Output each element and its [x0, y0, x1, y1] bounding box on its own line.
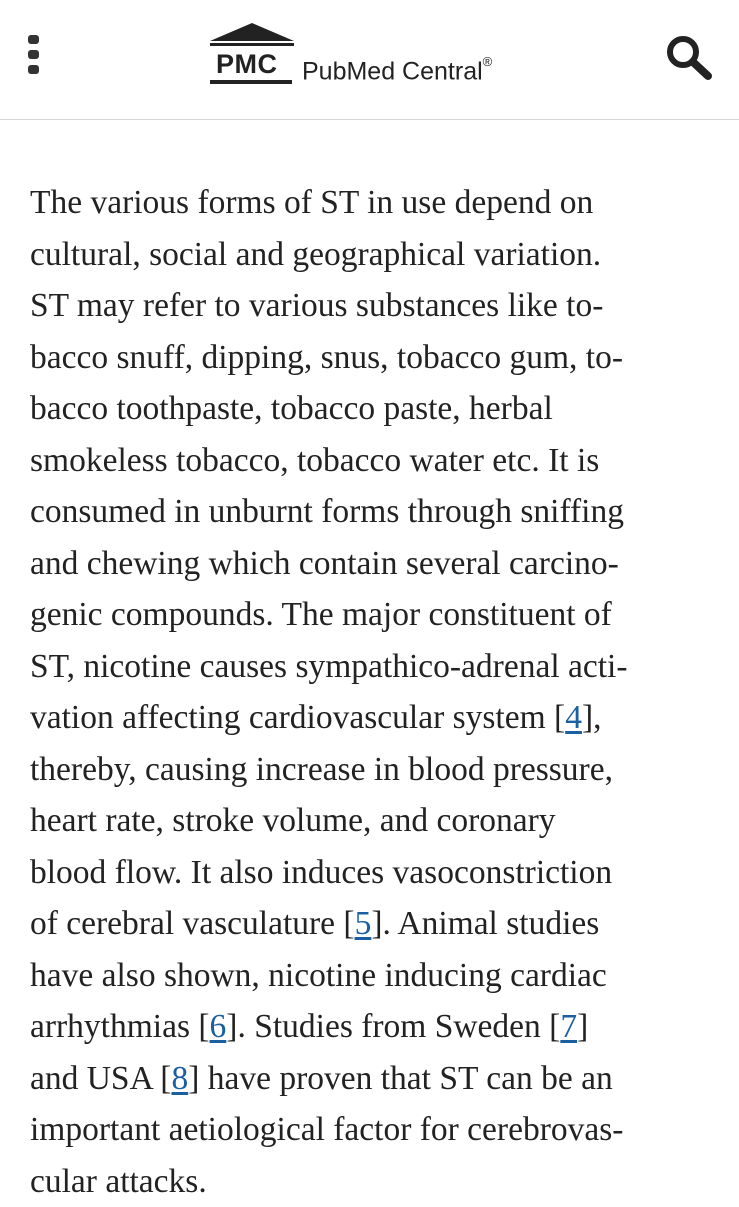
- text-line: [30, 538, 710, 590]
- text-line: [30, 177, 710, 229]
- text-segment: The various forms of ST in use depend on: [30, 184, 593, 221]
- text-segment: of cerebral vasculature [: [30, 905, 355, 942]
- text-segment: vation affecting cardiovascular system [: [30, 699, 565, 736]
- logo-abbrev: PMC: [216, 48, 278, 80]
- text-line: [30, 950, 710, 1002]
- text-segment: ]. Animal studies: [371, 905, 599, 942]
- text-segment: and USA [: [30, 1060, 171, 1097]
- article-paragraph: [30, 177, 710, 1207]
- text-line: [30, 1001, 710, 1053]
- text-segment: cultural, social and geographical variation.: [30, 236, 601, 273]
- citation-link-8[interactable]: 8: [171, 1060, 188, 1097]
- text-segment: ST, nicotine causes sympathico-adrenal acti-: [30, 648, 628, 685]
- text-segment: blood flow. It also induces vasoconstriction: [30, 854, 612, 891]
- text-line: [30, 435, 710, 487]
- text-line: [30, 1104, 710, 1156]
- text-segment: and chewing which contain several carcino-: [30, 545, 619, 582]
- text-segment: ],: [582, 699, 602, 736]
- text-segment: ] have proven that ST can be an: [188, 1060, 613, 1097]
- text-line: [30, 280, 710, 332]
- text-segment: ST may refer to various substances like to-: [30, 287, 603, 324]
- text-segment: arrhythmias [: [30, 1008, 210, 1045]
- text-line: [30, 744, 710, 796]
- text-line: [30, 692, 710, 744]
- pmc-logo[interactable]: [208, 22, 538, 92]
- search-icon[interactable]: [664, 34, 714, 80]
- top-nav-bar: [0, 0, 739, 120]
- text-line: [30, 641, 710, 693]
- text-line: [30, 1053, 710, 1105]
- text-line: [30, 589, 710, 641]
- text-segment: heart rate, stroke volume, and coronary: [30, 802, 556, 839]
- menu-icon[interactable]: [22, 33, 48, 77]
- text-line: [30, 847, 710, 899]
- text-segment: consumed in unburnt forms through sniffing: [30, 493, 624, 530]
- text-line: [30, 383, 710, 435]
- text-segment: smokeless tobacco, tobacco water etc. It is: [30, 442, 599, 479]
- text-segment: have also shown, nicotine inducing cardiac: [30, 957, 607, 994]
- text-line: [30, 1156, 710, 1207]
- text-line: [30, 229, 710, 281]
- text-segment: genic compounds. The major constituent of: [30, 596, 612, 633]
- article-body: [30, 177, 710, 1207]
- citation-link-7[interactable]: 7: [560, 1008, 577, 1045]
- pmc-building-icon: [208, 22, 296, 88]
- citation-link-4[interactable]: 4: [565, 699, 582, 736]
- text-segment: bacco toothpaste, tobacco paste, herbal: [30, 390, 553, 427]
- citation-link-5[interactable]: 5: [355, 905, 372, 942]
- citation-link-6[interactable]: 6: [210, 1008, 227, 1045]
- text-segment: cular attacks.: [30, 1163, 207, 1200]
- logo-name: PubMed Central®: [302, 50, 492, 87]
- text-segment: thereby, causing increase in blood pressure,: [30, 751, 613, 788]
- text-segment: bacco snuff, dipping, snus, tobacco gum, to-: [30, 339, 623, 376]
- text-segment: ]. Studies from Sweden [: [226, 1008, 560, 1045]
- text-line: [30, 898, 710, 950]
- text-segment: ]: [577, 1008, 588, 1045]
- text-segment: important aetiological factor for cerebrovas-: [30, 1111, 623, 1148]
- text-line: [30, 332, 710, 384]
- text-line: [30, 486, 710, 538]
- text-line: [30, 795, 710, 847]
